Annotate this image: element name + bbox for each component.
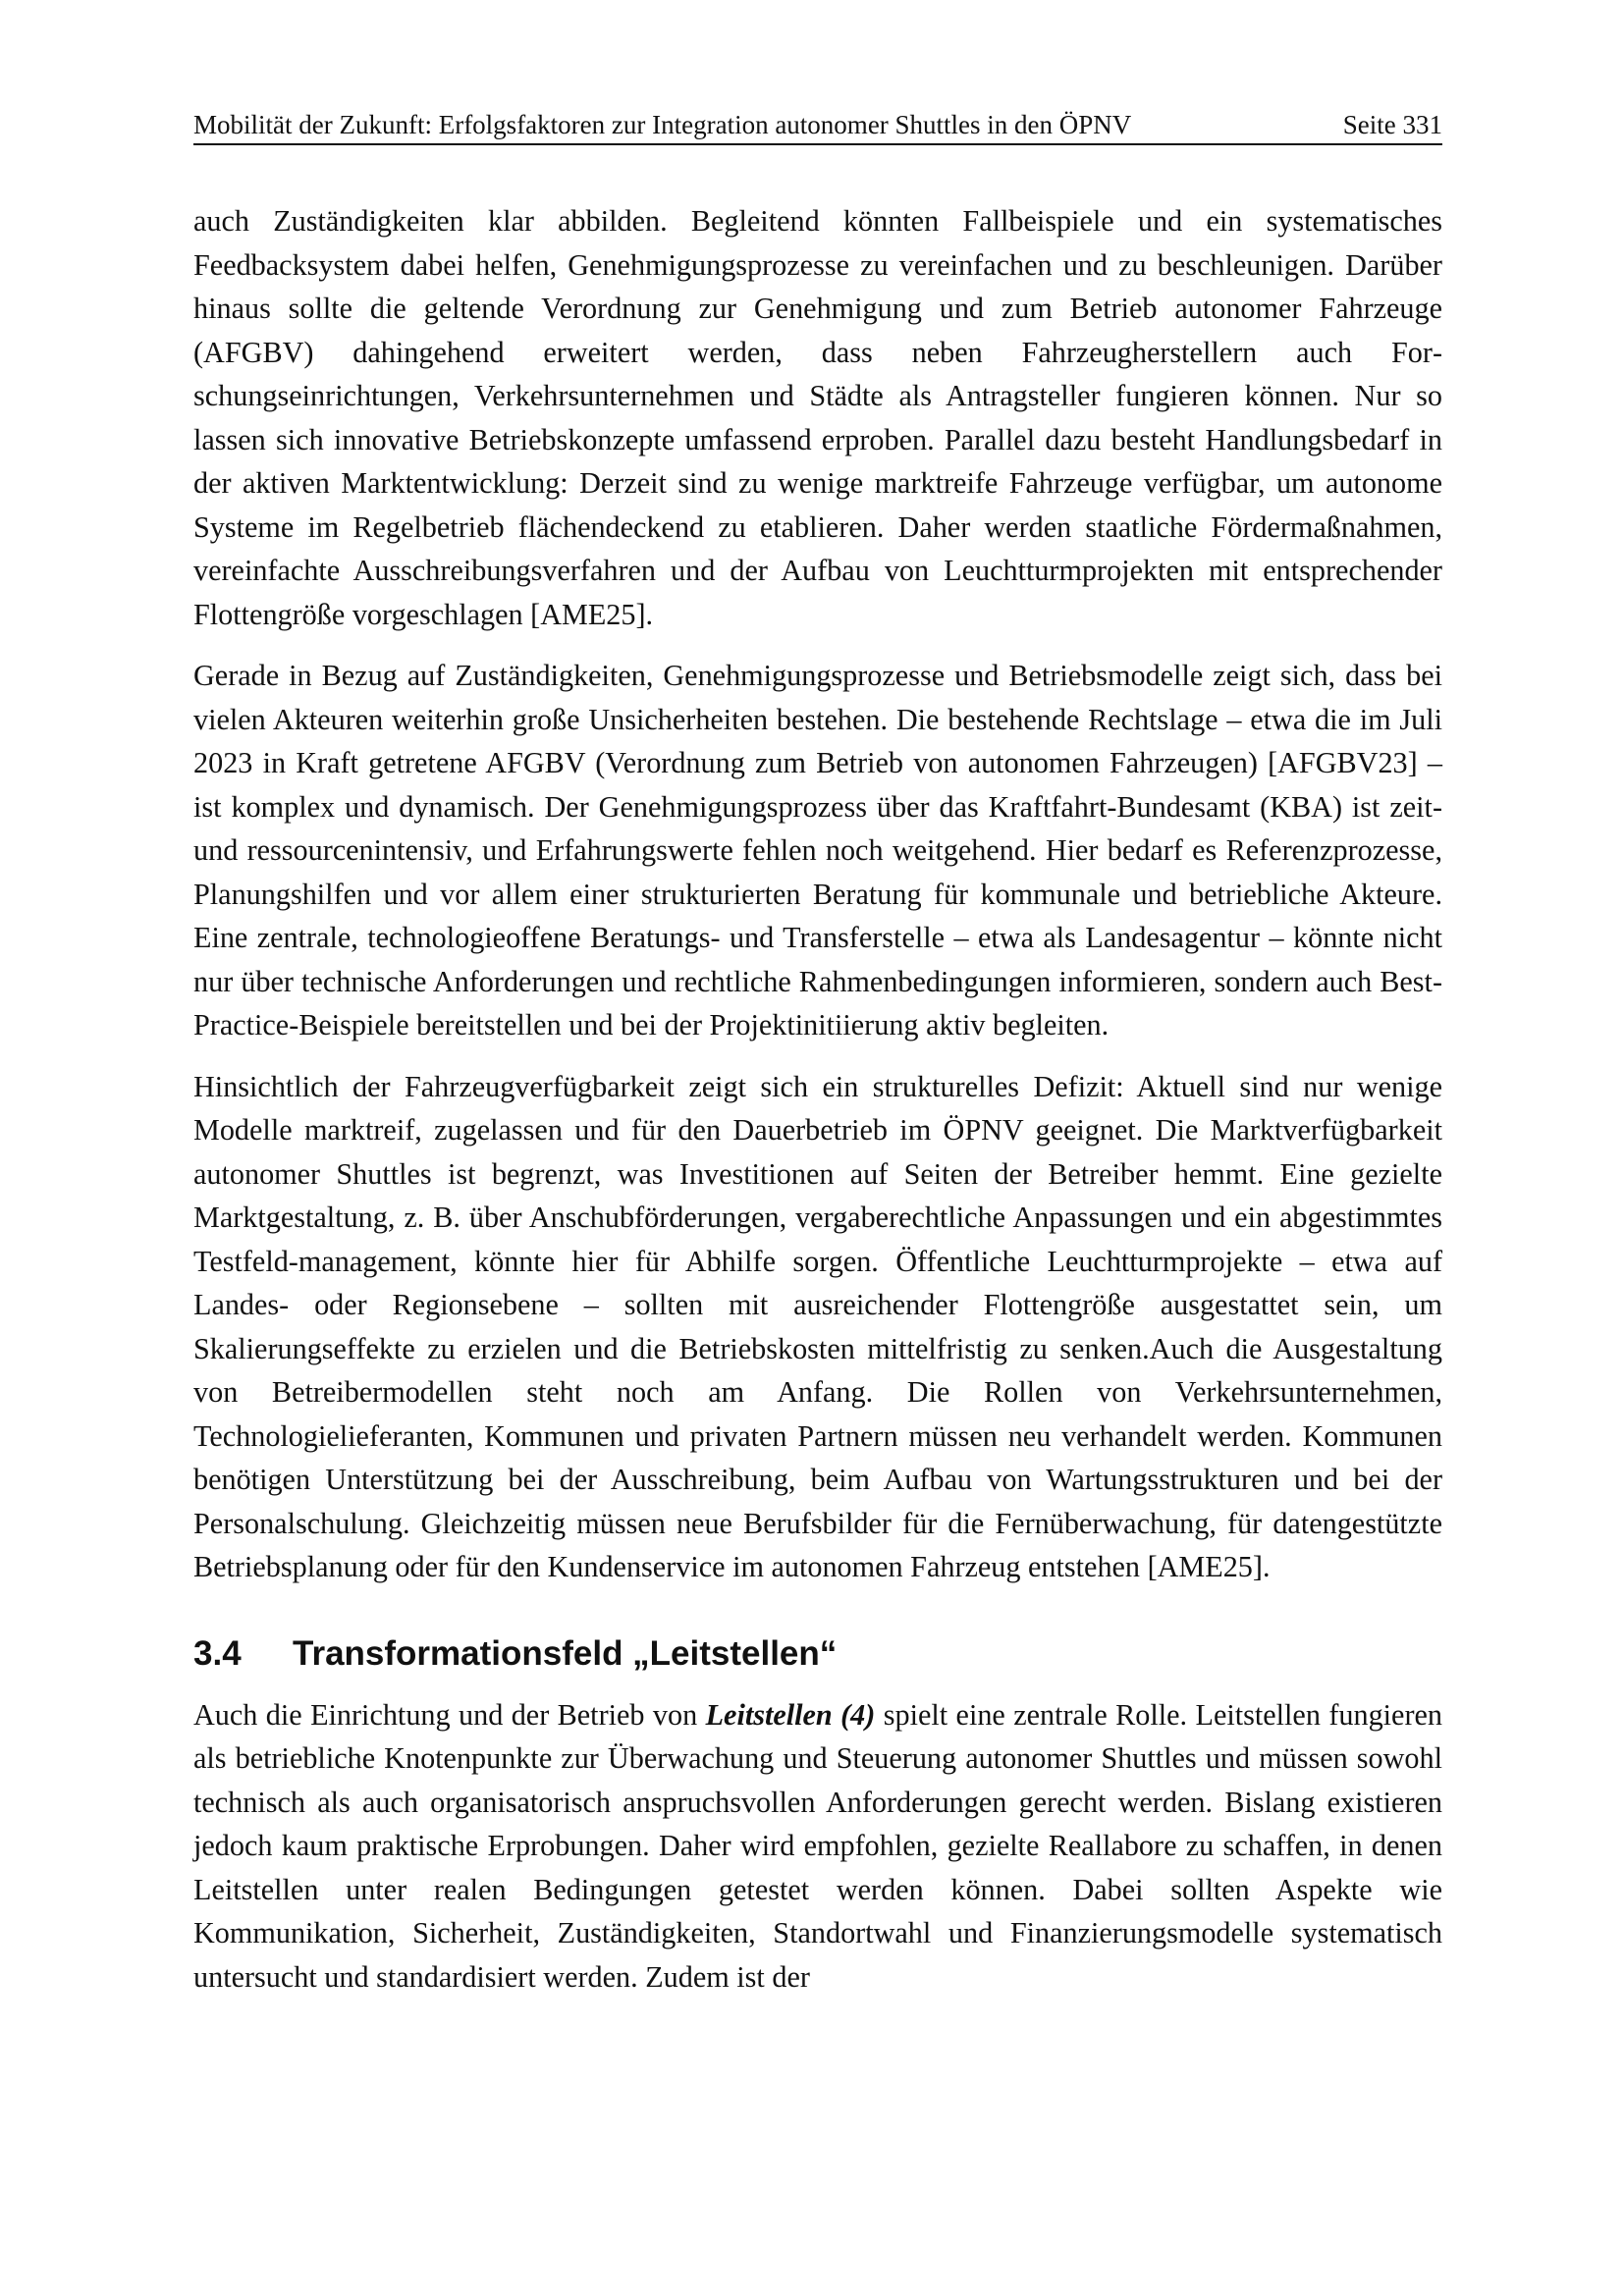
paragraph-4-intro: Auch die Einrichtung und der Betrieb von: [193, 1697, 706, 1732]
paragraph-4-emphasis: Leitstellen (4): [705, 1697, 876, 1732]
paragraph-3: Hinsichtlich der Fahrzeugverfügbarkeit zeigt sich ein strukturelles Defizit: Aktuell sind nur wenige Modelle marktreif, zugelassen und für den Dauerbetrieb im ÖPNV geeignet. Die Marktverfügbarkeit autonomer Shuttles ist begrenzt, was Investitionen auf Seiten der Betreiber hemmt. Eine gezielte Marktgestaltung, z. B. über Anschubförderungen, vergaberechtliche Anpassungen und ein abgestimmtes Testfeld-management, könnte hier für Abhilfe sorgen. Öffentliche Leuchtturmprojekte – etwa auf Landes- oder Regionsebene – sollten mit ausreichender Flottengröße ausgestattet sein, um Skalierungseffekte zu erzielen und die Betriebskosten mittelfristig zu senken.Auch die Ausgestaltung von Betreibermodellen steht noch am Anfang. Die Rollen von Verkehrsunternehmen, Technologielieferanten, Kommunen und privaten Partnern müssen neu verhandelt werden. Kommunen benötigen Unterstützung bei der Ausschreibung, beim Aufbau von Wartungsstrukturen und bei der Personalschulung. Gleichzeitig müssen neue Berufsbilder für die Fernüberwachung, für datengestützte Betriebsplanung oder für den Kundenservice im autonomen Fahrzeug entstehen [AME25].: [193, 1069, 1442, 1583]
header-title: Mobilität der Zukunft: Erfolgsfaktoren zur Integration autonomer Shuttles in den ÖPNV: [193, 110, 1132, 139]
paragraph-2: Gerade in Bezug auf Zuständigkeiten, Genehmigungsprozesse und Betriebsmodelle zeigt sich, dass bei vielen Akteuren weiterhin große Unsicherheiten bestehen. Die bestehende Rechtslage – etwa die im Juli 2023 in Kraft getretene AFGBV (Verordnung zum Betrieb von autonomen Fahrzeugen) [AFGBV23] – ist komplex und dynamisch. Der Genehmigungsprozess über das Kraftfahrt-Bundesamt (KBA) ist zeit- und ressourcenintensiv, und Erfahrungswerte fehlen noch weitgehend. Hier bedarf es Referenzprozesse, Planungshilfen und vor allem einer strukturierten Beratung für kommunale und betriebliche Akteure. Eine zentrale, technologieoffene Beratungs- und Transferstelle – etwa als Landesagentur – könnte nicht nur über technische Anforderungen und rechtliche Rahmenbedingungen informieren, sondern auch Best-Practice-Beispiele bereitstellen und bei der Projektinitiierung aktiv begleiten.: [193, 659, 1442, 1041]
section-title: Transformationsfeld „Leitstellen“: [293, 1633, 838, 1673]
section-heading: [193, 1632, 1442, 1676]
paragraph-4: [193, 1693, 1442, 2000]
page-number: Seite 331: [1342, 110, 1442, 139]
body-text: [193, 199, 1442, 2016]
paragraph-1: auch Zuständigkeiten klar abbilden. Begleitend könnten Fallbeispiele und ein systematisches Feedbacksystem dabei helfen, Genehmigungsprozesse zu vereinfachen und zu beschleunigen. Darüber hinaus sollte die geltende Verordnung zur Genehmigung und zum Betrieb autonomer Fahrzeuge (AFGBV) dahingehend erweitert werden, dass neben Fahrzeugherstellern auch Forschungseinrichtungen, Verkehrsunternehmen und Städte als Antragsteller fungieren können. Nur so lassen sich innovative Betriebskonzepte umfassend erproben. Parallel dazu besteht Handlungsbedarf in der aktiven Marktentwicklung: Derzeit sind zu wenige marktreife Fahrzeuge verfügbar, um autonome Systeme im Regelbetrieb flächendeckend zu etablieren. Daher werden staatliche Fördermaßnahmen, vereinfachte Ausschreibungsverfahren und der Aufbau von Leuchtturmprojekten mit entsprechender Flottengröße vorgeschlagen [AME25].: [193, 204, 1442, 631]
running-header: [193, 110, 1442, 145]
section-number: 3.4: [193, 1633, 242, 1673]
paragraph-4-rest: spielt eine zentrale Rolle. Leitstellen fungieren als betriebliche Knotenpunkte zur Überwachung und Steuerung autonomer Shuttles und müssen sowohl technisch als auch organisatorisch anspruchsvollen Anforderungen gerecht werden. Bislang existieren jedoch kaum praktische Erprobungen. Daher wird empfohlen, gezielte Reallabore zu schaffen, in denen Leitstellen unter realen Bedingungen getestet werden können. Dabei sollten Aspekte wie Kommunikation, Sicherheit, Zuständigkeiten, Standortwahl und Finanzierungsmodelle systematisch untersucht und standardisiert werden. Zudem ist der: [193, 1697, 1442, 1994]
